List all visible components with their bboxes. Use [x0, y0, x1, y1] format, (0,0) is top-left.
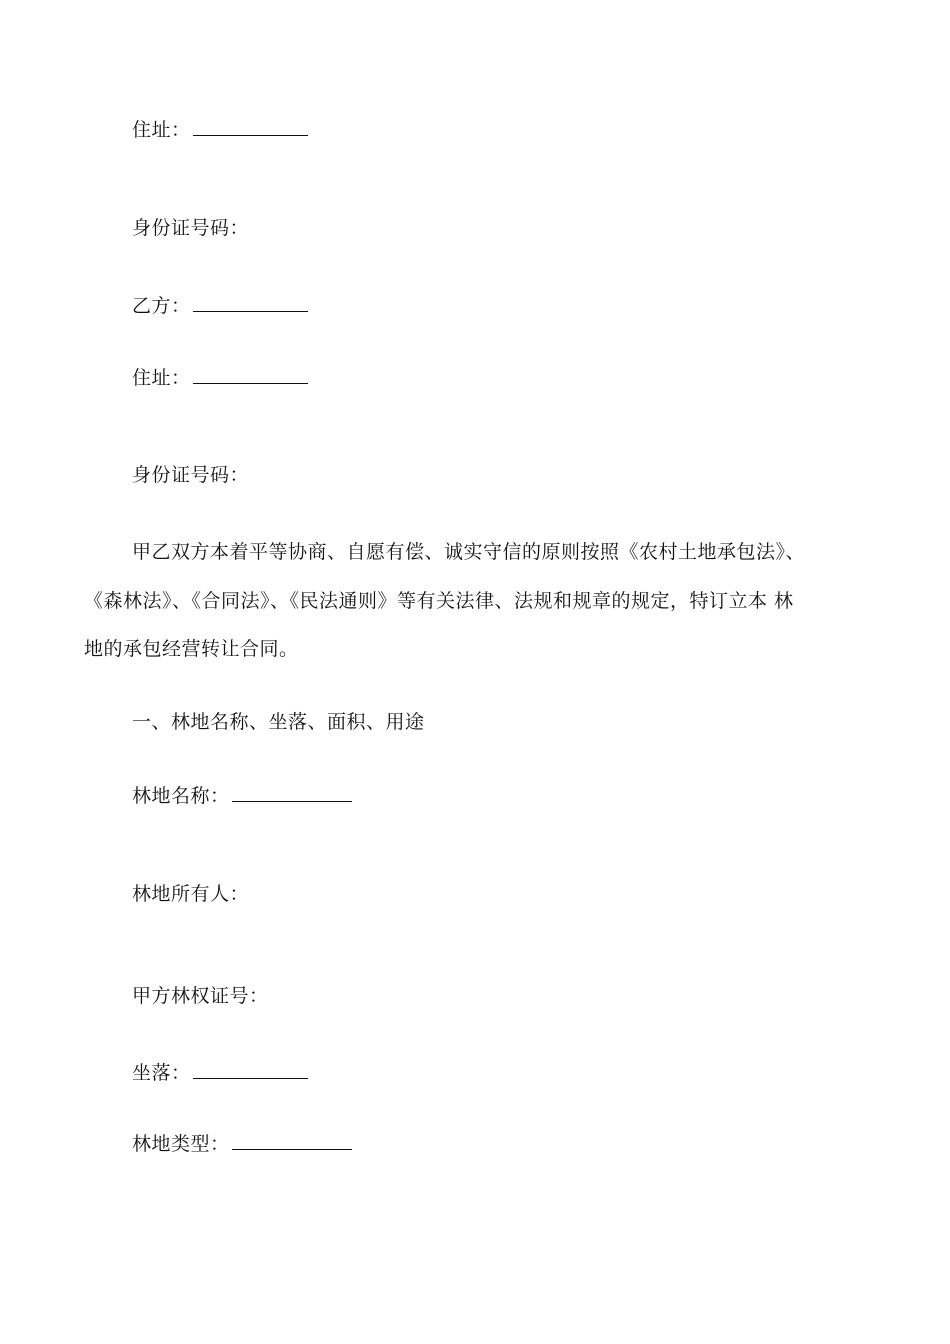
preamble-text: 地的承包经营转让合同。 — [84, 638, 299, 660]
forest-name-label: 林地名称： — [132, 785, 230, 807]
location-blank — [193, 1060, 308, 1079]
party-b-label: 乙方： — [132, 295, 191, 317]
party-b-line — [132, 293, 308, 318]
address-label: 住址： — [132, 119, 191, 141]
party-a-address-line — [132, 117, 308, 142]
section-one-heading — [132, 710, 425, 734]
preamble-text: 《森林法》、《合同法》、《民法通则》等有关法律、法规和规章的规定，特订立本 林 — [84, 590, 794, 612]
preamble-line-2 — [84, 589, 794, 613]
party-b-address-line — [132, 365, 308, 390]
forest-right-cert-line — [132, 984, 269, 1008]
location-label: 坐落： — [132, 1062, 191, 1084]
party-b-id-line — [132, 463, 249, 487]
preamble-line-3 — [84, 637, 299, 661]
address-blank — [193, 117, 308, 136]
id-number-label: 身份证号码： — [132, 464, 250, 486]
forest-name-line — [132, 783, 352, 808]
id-number-label: 身份证号码： — [132, 217, 250, 239]
address-label: 住址： — [132, 367, 191, 389]
forest-name-blank — [232, 783, 352, 802]
forest-type-blank — [232, 1131, 352, 1150]
forest-right-cert-label: 甲方林权证号： — [132, 985, 269, 1007]
forest-owner-line — [132, 882, 249, 906]
location-line — [132, 1060, 308, 1085]
forest-owner-label: 林地所有人： — [132, 883, 250, 905]
forest-type-label: 林地类型： — [132, 1133, 230, 1155]
party-b-blank — [193, 293, 308, 312]
address-blank — [193, 365, 308, 384]
preamble-line-1 — [132, 540, 805, 564]
forest-type-line — [132, 1131, 352, 1156]
preamble-text: 甲乙双方本着平等协商、自愿有偿、诚实守信的原则按照《农村土地承包法》、 — [132, 541, 806, 563]
section-heading-text: 一、林地名称、坐落、面积、用途 — [132, 711, 425, 733]
party-a-id-line — [132, 216, 249, 240]
